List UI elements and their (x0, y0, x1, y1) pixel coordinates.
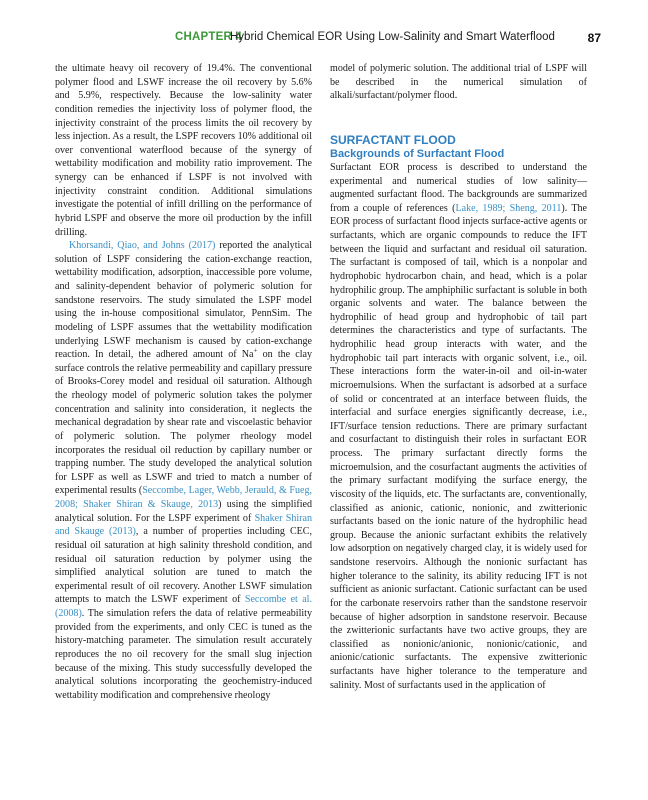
paragraph-text: ). The EOR process of surfactant flood injects surface-active agents or surfactants, which are organic compounds to reduce the IFT between the liquid and surfactant and residual oil saturation. The surfactant is composed of tail, which is a nonpolar and hydrophobic hydrocarbon chain, and head, which is a polar hydrophilic group. The amphiphilic surfactant is soluble in both organic solvents and water. The balance between the hydrophilic of head group and hydrophobic of tail part determines the characteristics and type of surfactants. The hydrophilic head group interacts with water, and the hydrophobic tail part interacts with organic solvent, i.e., oil. These interactions form the water-in-oil and oil-in-water microemulsions. When the surfactant is adsorbed at a surface of solid or concentrated at an interface between fluids, the interfacial and surface energies significantly decrease, i.e., IFT/surface tension reductions. There are primary surfactant and cosurfactant to distinguish their roles in surfactant EOR process. The primary surfactant directly forms the microemulsion, and the cosurfactant augments the activities of the primary surfactant modifying the surface energy, the viscosity of the liquids, etc. The surfactants are, conventionally, classified as anionic, cationic, nonionic, and zwitterionic surfactants based on the ionic nature of the hydrophilic head group. Because the anionic surfactant exhibits the relatively low adsorption on negatively charged clay, it is widely used for sandstone reservoirs. Although the nonionic surfactant has higher tolerance to the salinity, its ability reducing IFT is not sufficient as anionic surfactant. Cationic surfactant can be used for the carbonate reservoirs rather than the sandstone reservoir because of higher adsorption in sandstone reservoir. Because the zwitterionic surfactants have two active groups, they are classified as nonionic/anionic, nonionic/cationic, and anionic/cationic surfactants. The expensive zwitterionic surfactants have higher tolerance to the temperature and salinity. Most of surfactants used in the application of (330, 202, 588, 691)
paragraph-text: reported the analytical solution of LSPF considering the cation-exchange reaction, wettability modification, adsorption, inaccessible pore volume, and salinity-dependent behavior of polymeric solution for sandstone reservoirs. The study simulated the LSPF model using the in-house compositional simulator, PennSim. The modeling of LSPF assumes that the wettability modification underlying LSWF mechanism is caused by cation-exchange reaction. In detail, the adhered amount of Na (55, 240, 312, 361)
section-heading: SURFACTANT FLOOD (330, 132, 456, 147)
paragraph-text: Surfactant EOR process is described to understand the experimental and numerical studies of low salinity—augmented surfactant flood. The backgrounds are summarized from a couple of references ( (330, 161, 587, 214)
chapter-title: Hybrid Chemical EOR Using Low-Salinity and Smart Waterflood (230, 31, 555, 43)
right-column (330, 62, 587, 692)
chapter-label: CHAPTER 4 (175, 31, 242, 43)
paragraph (330, 161, 587, 692)
paragraph: model of polymeric solution. The additional trial of LSPF will be described in the numerical simulation of alkali/surfactant/polymer flood. (330, 63, 587, 102)
citation-link[interactable]: Shaker Shiran and Skauge (2013) (55, 512, 312, 538)
paragraph (55, 239, 312, 702)
citation-link[interactable]: Khorsandi, Qiao, and Johns (2017) (69, 240, 216, 252)
paragraph: the ultimate heavy oil recovery of 19.4%. The conventional polymer flood and LSWF increase the oil recovery by 5.6% and 5.9%, respectively. Because the low-salinity water condition remedies the injectivity loss of polymer flood, the injectivity constraint of the process limits the oil recovery by less injection. As a result, the LSPF recovers 10% additional oil over conventional waterflood because of the synergy of wettability modification and mobility ratio improvement. The synergy can be enhanced if LSPF is not involved with injectivity constraint condition. Additional simulations investigate the potential of infill drilling on the performance of hybrid LSPF and observe the more oil production by the infill drilling. (55, 63, 312, 238)
paragraph-text: ) using the simplified analytical solution. For the LSPF experiment of (55, 499, 312, 524)
left-column (55, 62, 312, 702)
paragraph-text: , a number of properties including CEC, residual oil saturation at high salinity threshold condition, and residual oil saturation reduction by polymer using the simplified analytical solution are tuned to match the experimental result of oil recovery. Another LSWF simulation attempts to match the LSWF experiment of (55, 526, 312, 606)
running-header (0, 31, 648, 49)
paragraph-text: on the clay surface controls the relative permeability and capillary pressure of Brooks-Corey model and residual oil saturation. Although the rheology model of polymeric solution takes the polymer concentration and salinity into consideration, it neglects the mechanical degradation by shear rate and viscoelastic behavior of polymeric solution. The polymer rheology model incorporates the residual oil reduction by capillary number or trapping number. The study developed the analytical solution for LSPF as well as LSWF and tried to match a number of experimental results ( (55, 349, 312, 497)
spacer (330, 103, 587, 133)
page-number: 87 (587, 31, 601, 45)
superscript: + (253, 346, 258, 355)
paragraph-text: . The simulation refers the data of relative permeability provided from the experiments, and only CEC is tuned as the history-matching parameter. The simulation result accurately reproduces the no oil recovery for the small slug injection because of the mixing. This study successfully developed the analytical solutions incorporating the geochemistry-induced wettability modification and comprehensive rheology (55, 608, 312, 701)
citation-link[interactable]: Seccombe, Lager, Webb, Jerauld, & Fueg, 2008; Shaker Shiran & Skauge, 2013 (55, 485, 312, 510)
citation-link[interactable]: Seccombe et al. (2008) (55, 594, 312, 619)
citation-link[interactable]: Lake, 1989; Sheng, 2011 (455, 202, 562, 214)
subsection-heading: Backgrounds of Surfactant Flood (330, 147, 505, 160)
